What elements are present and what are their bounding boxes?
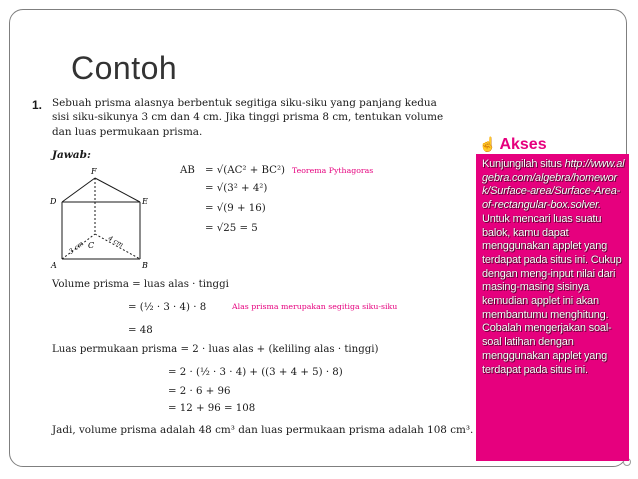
akses-heading-text: Akses [499,136,547,153]
vertex-label-f: F [91,167,97,176]
surface-line-3: = 2 · 6 + 96 [168,386,231,397]
problem-number: 1. [32,98,43,112]
surface-line-2: = 2 · (½ · 3 · 4) + ((3 + 4 + 5) · 8) [168,367,343,378]
conclusion: Jadi, volume prisma adalah 48 cm³ dan luas permukaan prisma adalah 108 cm³. [52,424,474,436]
akses-heading [479,136,547,154]
surface-line-4: = 12 + 96 = 108 [168,403,256,414]
volume-note: Alas prisma merupakan segitiga siku-siku [232,302,398,311]
ab-eq-4: = √25 = 5 [205,223,258,234]
akses-box [476,154,629,461]
volume-line-1: Volume prisma = luas alas · tinggi [52,279,229,290]
ab-eq-3: = √(9 + 16) [205,203,266,214]
ab-lhs: AB [180,165,195,176]
vertex-label-d: D [50,197,57,206]
akses-url-link[interactable]: http://www.algebra.com/algebra/homework/Surface-area/Surface-Area-of-rectangular-box.solver. [482,158,625,212]
ab-eq-1: = √(AC² + BC²) [205,165,286,176]
problem-text: Sebuah prisma alasnya berbentuk segitiga siku-siku yang panjang kedua sisi siku-sikunya 3 cm dan 4 cm. Jika tinggi prisma 8 cm, tentukan volume dan luas permukaan prisma. [52,97,444,138]
volume-line-2: = (½ · 3 · 4) · 8 [128,302,207,313]
edge-label-ac: 3 cm [67,239,86,256]
surface-line-1: Luas permukaan prisma = 2 · luas alas + (keliling alas · tinggi) [52,344,379,355]
pythagoras-note: Teorema Pythagoras [292,166,374,175]
vertex-label-b: B [142,261,148,270]
akses-body: Untuk mencari luas suatu balok, kamu dapat menggunakan applet yang terdapat pada situs ini. Cukup dengan meng-input nilai dari masing-masing sisinya kemudian applet ini akan membantumu menghitung. Cobalah mengerjakan soal-soal latihan dengan menggunakan applet yang terdapat pada situs ini. [482,212,622,376]
ab-eq-2: = √(3² + 4²) [205,183,268,194]
answer-label: Jawab: [52,149,91,161]
prism-diagram [44,164,156,274]
volume-line-3: = 48 [128,325,153,336]
vertex-label-a: A [51,261,57,270]
pointer-hand-icon: ☝ [479,136,497,152]
edge-label-cb: 4 cm [106,234,125,249]
vertex-label-c: C [88,241,95,250]
akses-intro: Kunjungilah situs [482,158,562,170]
akses-text [482,158,625,377]
slide-title: Contoh [71,50,178,86]
vertex-label-e: E [142,197,148,206]
